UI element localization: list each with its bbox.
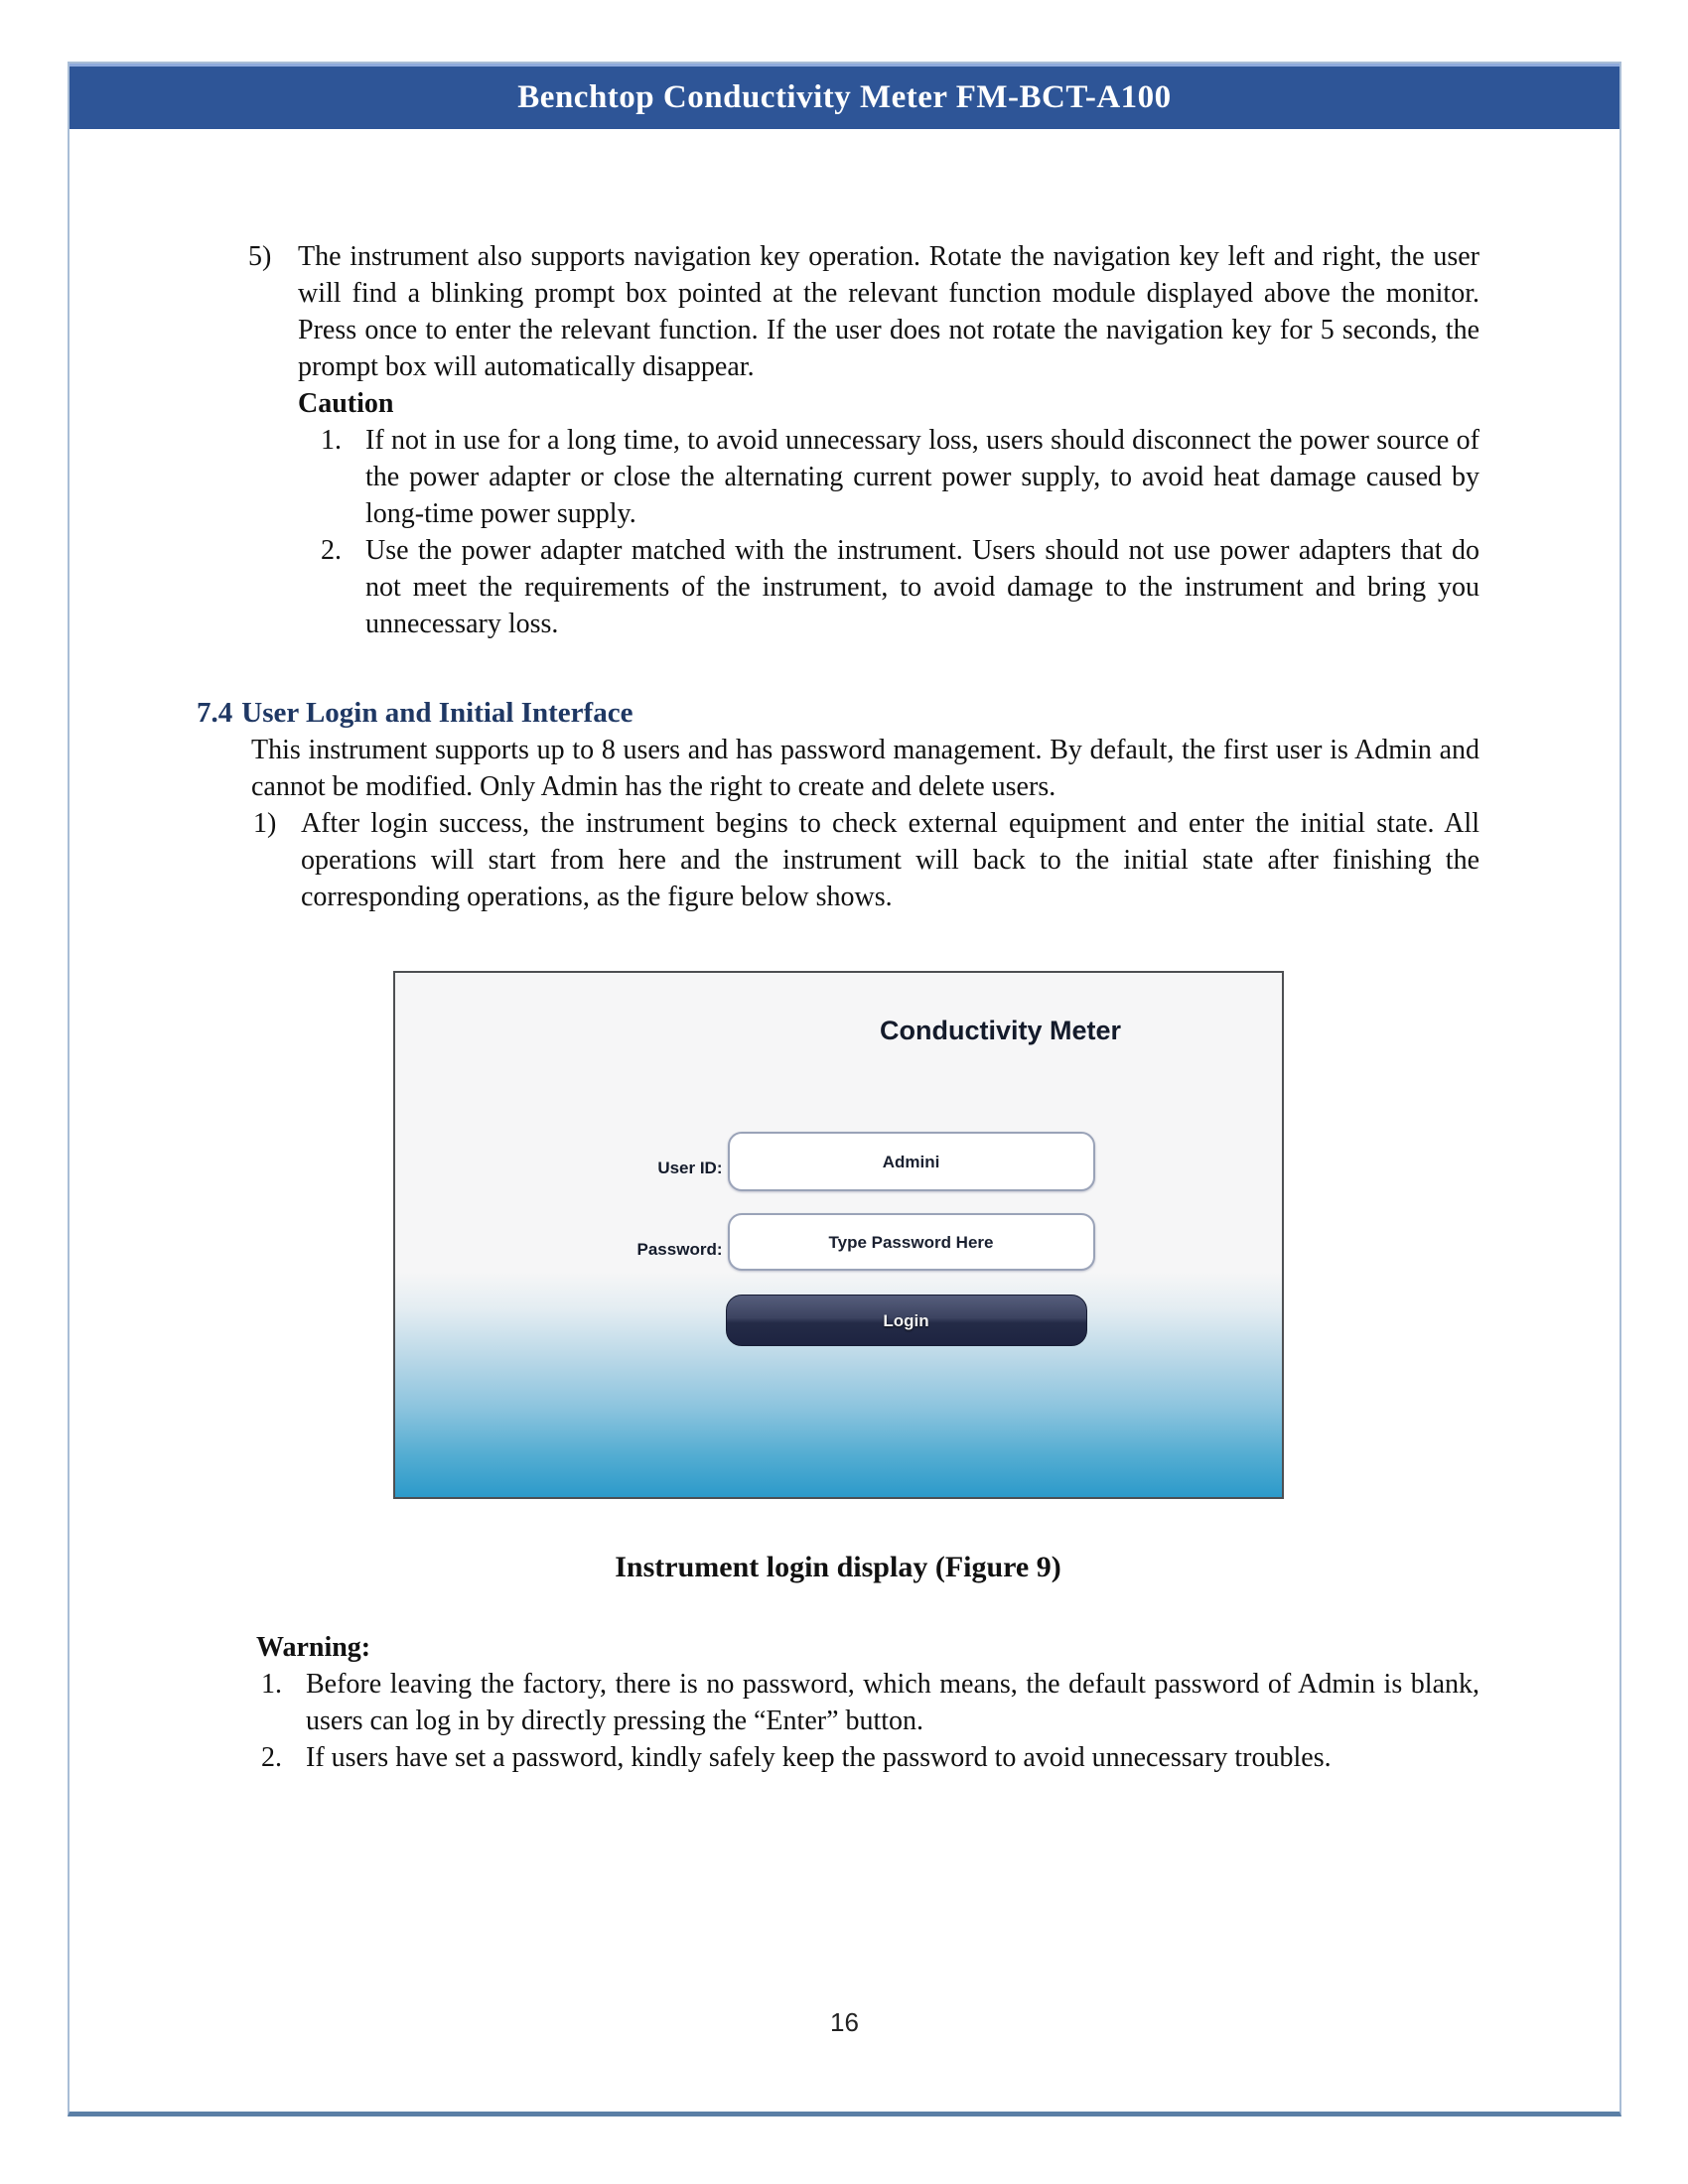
figure-login-screenshot: [393, 971, 1284, 1499]
warning-item-2: [261, 1739, 1479, 1776]
list-item-text: The instrument also supports navigation key operation. Rotate the navigation key left and right, the user will find a blinking prompt box pointed at the relevant function module displayed above the monitor. Press once to enter the relevant function. If the user does not rotate the navigation key for 5 seconds, the prompt box will automatically disappear.: [298, 241, 1479, 382]
section-title: User Login and Initial Interface: [241, 697, 633, 729]
list-item-text: After login success, the instrument begins to check external equipment and enter the initial state. All operations will start from here and the instrument will back to the initial state after finishing the corresponding operations, as the figure below shows.: [301, 808, 1479, 912]
list-marker: 1.: [261, 1669, 282, 1700]
document-title: Benchtop Conductivity Meter FM-BCT-A100: [517, 79, 1172, 115]
caution-heading: Caution: [298, 388, 394, 419]
list-item-5: [248, 238, 1479, 385]
user-id-value: Admini: [882, 1152, 940, 1171]
page-content: [70, 238, 1619, 1776]
section-number: 7.4: [197, 697, 233, 729]
section-intro-paragraph: This instrument supports up to 8 users and has password management. By default, the first user is Admin and cannot be modified. Only Admin has the right to create and delete users.: [251, 735, 1479, 802]
login-button-label: Login: [883, 1310, 929, 1330]
page-number: 16: [830, 2007, 859, 2037]
figure-caption: Instrument login display (Figure 9): [615, 1551, 1061, 1583]
password-label: Password:: [636, 1240, 723, 1259]
page-frame: [68, 62, 1621, 2116]
warning-heading: Warning:: [256, 1632, 371, 1663]
password-field: [728, 1213, 1095, 1271]
login-button: [726, 1295, 1087, 1346]
list-item-text: If not in use for a long time, to avoid unnecessary loss, users should disconnect the power source of the power adapter or close the alternating current power supply, to avoid heat damage caused by long-time power supply.: [365, 425, 1479, 529]
caution-item-1: [321, 422, 1479, 532]
header-banner: [70, 64, 1619, 129]
section-heading: [197, 695, 1479, 732]
screen-title: Conductivity Meter: [879, 1016, 1122, 1045]
warning-item-1: [261, 1666, 1479, 1739]
list-item-text: If users have set a password, kindly safely keep the password to avoid unnecessary troubles.: [306, 1742, 1332, 1773]
password-placeholder: Type Password Here: [828, 1232, 994, 1252]
list-marker: 1.: [321, 425, 342, 456]
list-item-text: Use the power adapter matched with the instrument. Users should not use power adapters that do not meet the requirements of the instrument, to avoid damage to the instrument and bring you unnecessary loss.: [365, 535, 1479, 639]
list-marker: 2.: [261, 1742, 282, 1773]
list-marker: 2.: [321, 535, 342, 566]
section-item-1: [253, 805, 1479, 915]
list-item-text: Before leaving the factory, there is no password, which means, the default password of Admin is blank, users can log in by directly pressing the “Enter” button.: [306, 1669, 1479, 1736]
caution-item-2: [321, 532, 1479, 642]
user-id-label: User ID:: [657, 1159, 723, 1177]
user-id-field: [728, 1132, 1095, 1191]
list-marker: 1): [253, 808, 277, 839]
list-marker: 5): [248, 241, 272, 272]
warning-block: [256, 1629, 1479, 1776]
